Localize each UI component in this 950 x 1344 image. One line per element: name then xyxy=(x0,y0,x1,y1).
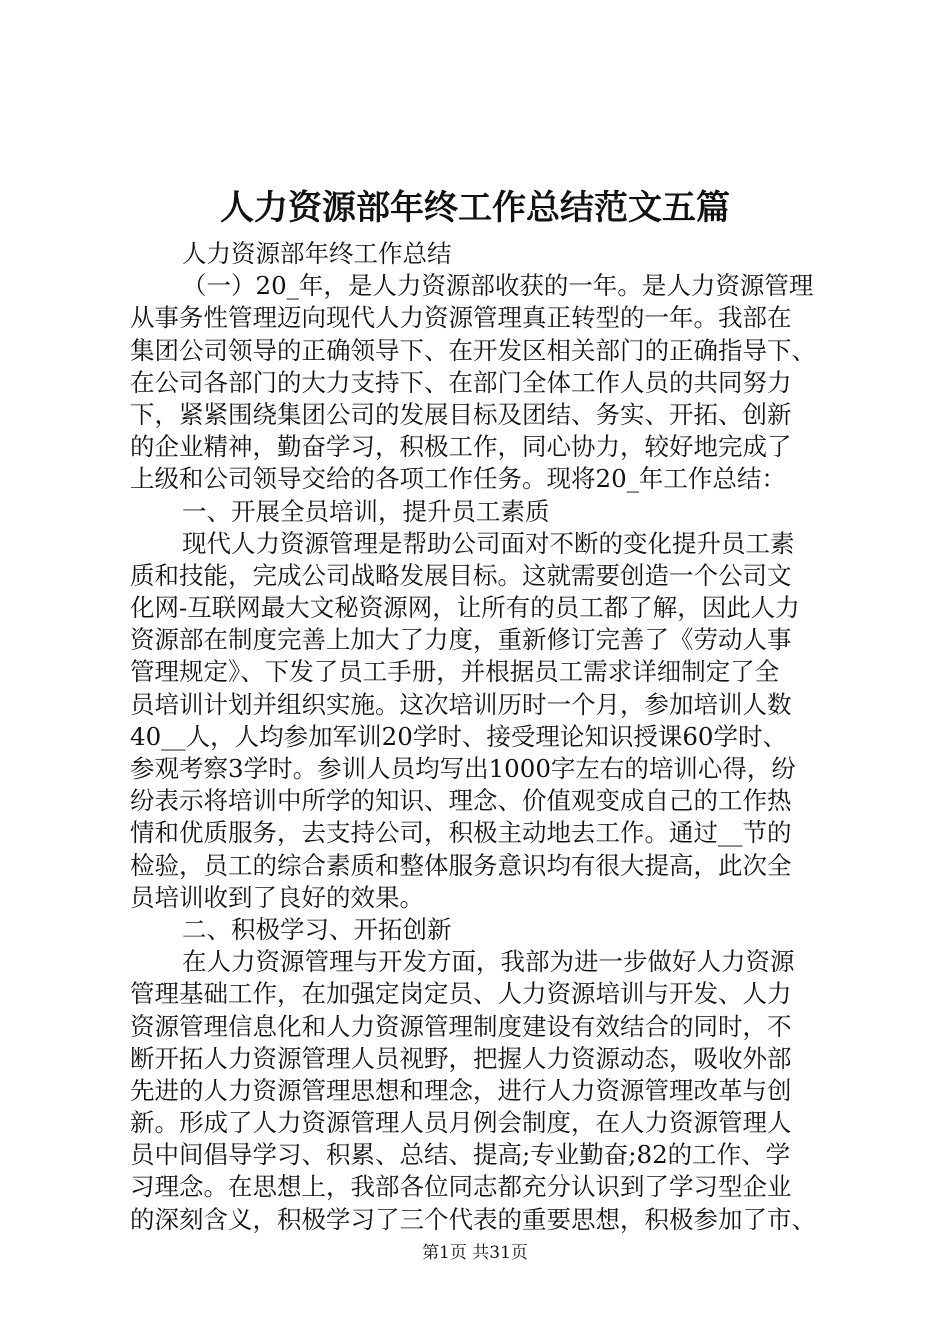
body-line: 下，紧紧围绕集团公司的发展目标及团结、务实、开拓、创新 xyxy=(130,399,792,429)
body-line: 管理规定》、下发了员工手册，并根据员工需求详细制定了全 xyxy=(130,657,780,687)
document-title: 人力资源部年终工作总结范文五篇 xyxy=(220,188,730,228)
body-line: 员培训收到了良好的效果。 xyxy=(130,882,424,912)
body-line: 纷表示将培训中所学的知识、理念、价值观变成自己的工作热 xyxy=(130,786,792,816)
body-line: 新。形成了人力资源管理人员月例会制度，在人力资源管理人 xyxy=(130,1108,792,1138)
body-line: 员中间倡导学习、积累、总结、提高;专业勤奋;82的工作、学 xyxy=(130,1140,791,1170)
body-line: 资源管理信息化和人力资源管理制度建设有效结合的同时，不 xyxy=(130,1011,792,1041)
body-line: 化网-互联网最大文秘资源网，让所有的员工都了解，因此人力 xyxy=(130,593,800,623)
body-line: 集团公司领导的正确领导下、在开发区相关部门的正确指导下、 xyxy=(130,335,816,365)
body-line: 习理念。在思想上，我部各位同志都充分认识到了学习型企业 xyxy=(130,1172,792,1202)
body-line: 二、积极学习、开拓创新 xyxy=(182,914,452,944)
body-line: 员培训计划并组织实施。这次培训历时一个月，参加培训人数 xyxy=(130,689,792,719)
body-line: 人力资源部年终工作总结 xyxy=(182,239,452,268)
body-line: 的企业精神，勤奋学习，积极工作，同心协力，较好地完成了 xyxy=(130,432,792,462)
body-line: 先进的人力资源管理思想和理念，进行人力资源管理改革与创 xyxy=(130,1075,792,1105)
body-line: 40__人，人均参加军训20学时、接受理论知识授课60学时、 xyxy=(130,721,788,751)
body-line: 在人力资源管理与开发方面，我部为进一步做好人力资源 xyxy=(182,947,795,977)
document-body xyxy=(130,238,830,1236)
body-line: 的深刻含义，积极学习了三个代表的重要思想，积极参加了市、 xyxy=(130,1204,816,1234)
body-line: 检验，员工的综合素质和整体服务意识均有很大提高，此次全 xyxy=(130,850,792,880)
body-line: 断开拓人力资源管理人员视野，把握人力资源动态，吸收外部 xyxy=(130,1043,792,1073)
body-line: 情和优质服务，去支持公司，积极主动地去工作。通过__节的 xyxy=(130,818,792,848)
body-line: 上级和公司领导交给的各项工作任务。现将20_年工作总结： xyxy=(130,464,786,494)
body-line: 质和技能，完成公司战略发展目标。这就需要创造一个公司文 xyxy=(130,560,792,590)
body-line: 管理基础工作，在加强定岗定员、人力资源培训与开发、人力 xyxy=(130,979,792,1009)
body-line: （一）20_年，是人力资源部收获的一年。是人力资源管理 xyxy=(182,271,814,301)
page-number-footer: 第1页 共31页 xyxy=(422,1243,528,1263)
body-line: 资源部在制度完善上加大了力度，重新修订完善了《劳动人事 xyxy=(130,625,792,655)
body-line: 从事务性管理迈向现代人力资源管理真正转型的一年。我部在 xyxy=(130,303,792,333)
body-line: 参观考察3学时。参训人员均写出1000字左右的培训心得，纷 xyxy=(130,754,796,783)
body-line: 一、开展全员培训，提升员工素质 xyxy=(182,496,550,526)
body-line: 在公司各部门的大力支持下、在部门全体工作人员的共同努力 xyxy=(130,367,792,397)
body-line: 现代人力资源管理是帮助公司面对不断的变化提升员工素 xyxy=(182,528,795,558)
